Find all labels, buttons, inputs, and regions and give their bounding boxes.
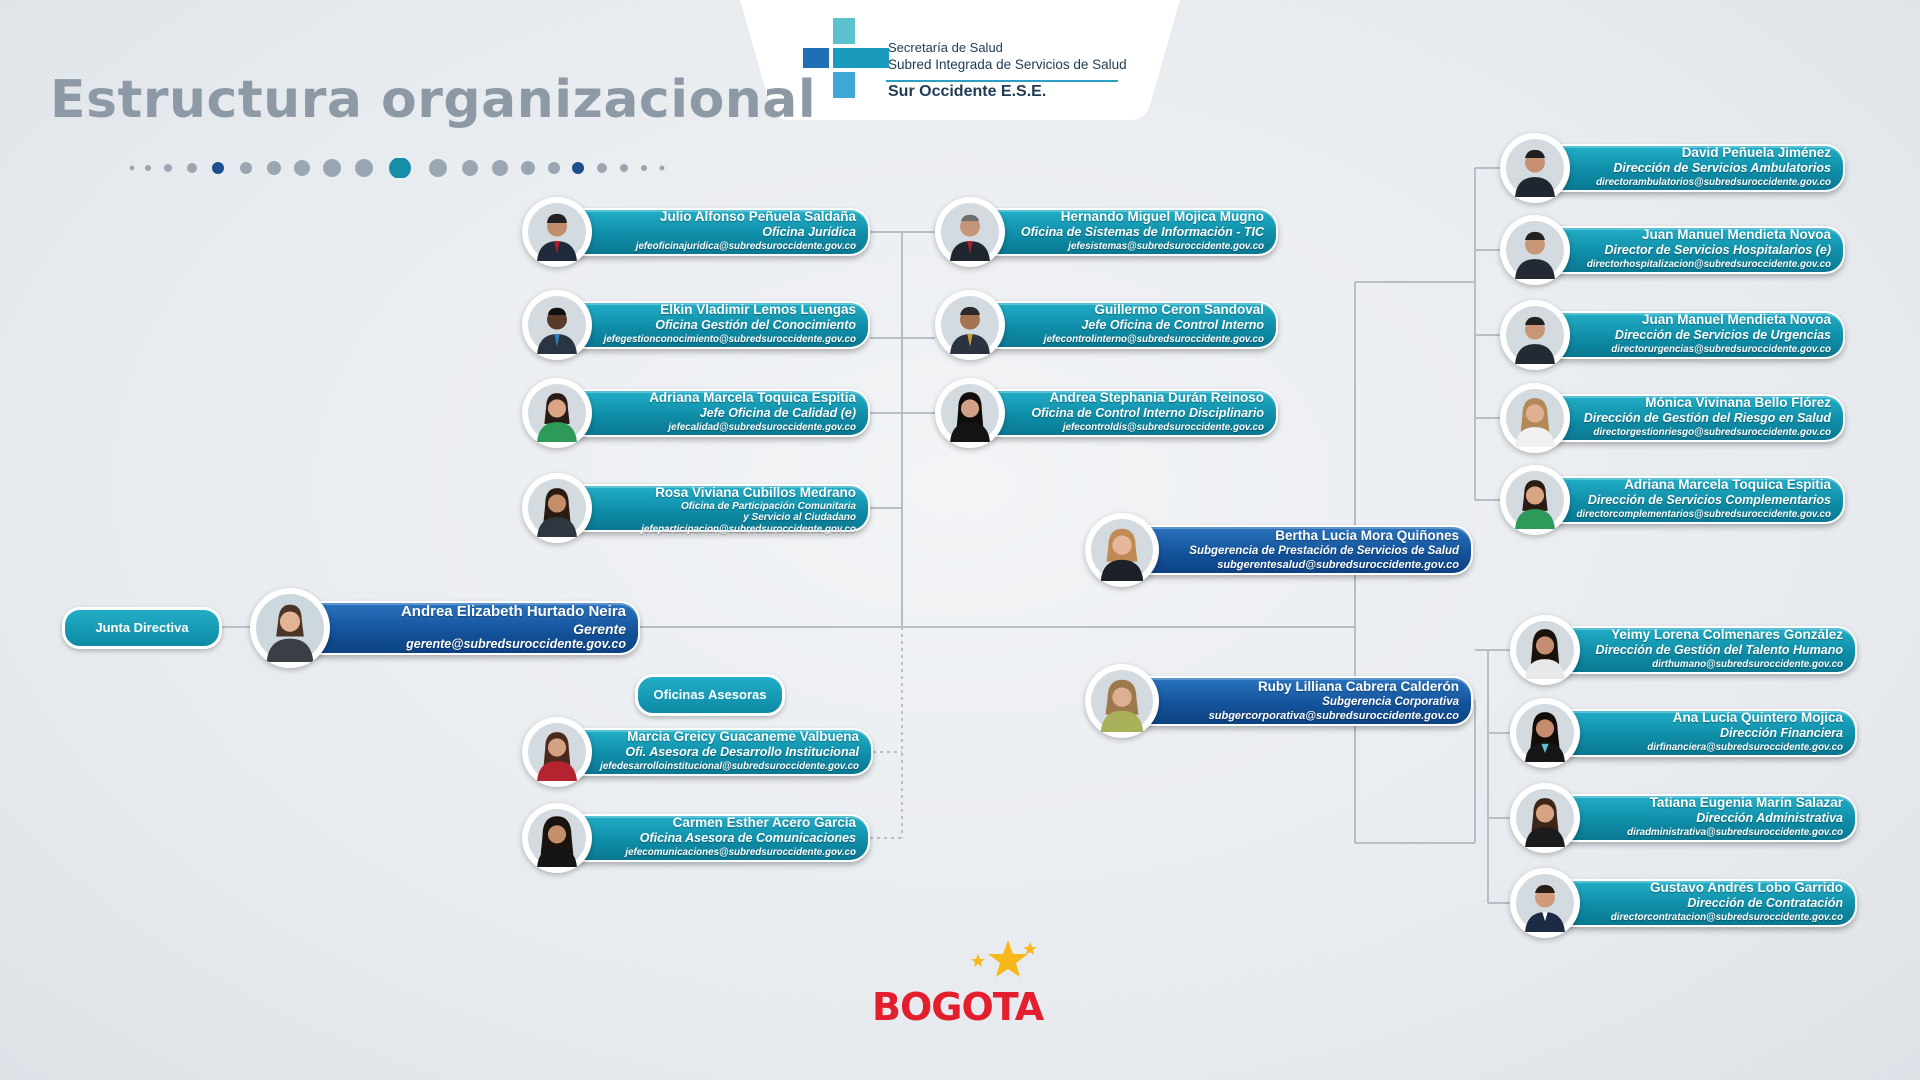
direction-card-hospitalarios[interactable]: [1500, 221, 1845, 279]
subgerencia-card-salud[interactable]: [1085, 520, 1473, 580]
person-role-line-2: y Servicio al Ciudadano: [743, 512, 856, 523]
person-email[interactable]: jefeparticipacion@subredsuroccidente.gov.co: [641, 524, 856, 535]
person-name: Juan Manuel Mendieta Novoa: [1641, 227, 1831, 242]
avatar: [1500, 133, 1570, 203]
person-role: Director de Servicios Hospitalarios (e): [1604, 243, 1831, 257]
person-email[interactable]: directorhospitalizacion@subredsuroccidente.gov.co: [1586, 259, 1831, 270]
logo-line-3: Sur Occidente E.S.E.: [888, 83, 1047, 100]
person-name: Julio Alfonso Peñuela Saldaña: [659, 209, 856, 224]
logo-line-2: Subred Integrada de Servicios de Salud: [888, 57, 1127, 72]
person-name: Ana Lucía Quintero Mojica: [1672, 710, 1843, 725]
person-role: Dirección Administrativa: [1696, 811, 1843, 825]
person-role: Dirección de Servicios de Urgencias: [1614, 328, 1831, 342]
person-email[interactable]: directorcomplementarios@subredsuroccidente.gov.co: [1576, 509, 1831, 520]
person-name: Adriana Marcela Toquica Espitia: [1624, 477, 1831, 492]
person-name: Mónica Vivinana Bello Flórez: [1645, 395, 1831, 410]
avatar: [1510, 615, 1580, 685]
direction-card-gestion-riesgo[interactable]: [1500, 389, 1845, 447]
person-email[interactable]: jefecomunicaciones@subredsuroccidente.gov.co: [625, 847, 856, 858]
person-name: Guillermo Ceron Sandoval: [1094, 302, 1264, 317]
office-card-juridica[interactable]: [522, 203, 870, 261]
person-role: Gerente: [573, 621, 626, 637]
avatar: [522, 290, 592, 360]
person-role: Oficina Gestión del Conocimiento: [655, 318, 856, 332]
person-name: Adriana Marcela Toquica Espitia: [649, 390, 856, 405]
person-name: Rosa Viviana Cubillos Medrano: [655, 485, 856, 500]
avatar: [1500, 465, 1570, 535]
avatar: [522, 378, 592, 448]
person-name: David Peñuela Jiménez: [1681, 145, 1831, 160]
logo-line-1: Secretaría de Salud: [888, 40, 1003, 55]
person-email[interactable]: jefesistemas@subredsuroccidente.gov.co: [1068, 241, 1264, 252]
person-role: Oficina de Sistemas de Información - TIC: [1020, 225, 1264, 239]
office-card-control-interno[interactable]: [935, 296, 1278, 354]
person-role: Oficina Jurídica: [762, 225, 856, 239]
person-email[interactable]: directorgestionriesgo@subredsuroccidente.gov.co: [1593, 427, 1831, 438]
avatar: [522, 473, 592, 543]
direction-card-ambulatorios[interactable]: [1500, 139, 1845, 197]
avatar: [522, 717, 592, 787]
junta-directiva-pill[interactable]: Junta Directiva: [62, 607, 222, 649]
avatar: [1085, 664, 1159, 738]
person-name: Gustavo Andrés Lobo Garrido: [1649, 880, 1843, 895]
oficinas-asesoras-pill[interactable]: Oficinas Asesoras: [635, 674, 785, 716]
person-name: Andrea Stephania Durán Reinoso: [1049, 390, 1264, 405]
direction-card-financiera[interactable]: [1510, 704, 1857, 762]
person-role: Oficina de Control Interno Disciplinario: [1031, 406, 1264, 420]
person-name: Andrea Elizabeth Hurtado Neira: [400, 603, 626, 620]
avatar: [935, 378, 1005, 448]
avatar: [522, 197, 592, 267]
person-role: Subgerencia de Prestación de Servicios de Salud: [1189, 545, 1459, 557]
advisory-card-comunicaciones[interactable]: [522, 809, 870, 867]
person-role: Dirección de Gestión del Riesgo en Salud: [1583, 411, 1831, 425]
avatar: [1500, 383, 1570, 453]
person-role: Dirección de Contratación: [1687, 896, 1843, 910]
person-name: Bertha Lucia Mora Quiñones: [1275, 528, 1459, 543]
person-role: Jefe Oficina de Control Interno: [1081, 318, 1264, 332]
office-card-calidad[interactable]: [522, 384, 870, 442]
person-email[interactable]: directorcontratacion@subredsuroccidente.gov.co: [1610, 912, 1843, 923]
person-name: Yeimy Lorena Colmenares González: [1611, 627, 1843, 642]
person-role: Dirección Financiera: [1720, 726, 1843, 740]
avatar: [935, 290, 1005, 360]
person-role: Oficina Asesora de Comunicaciones: [639, 831, 856, 845]
person-email[interactable]: jefegestionconocimiento@subredsuroccidente.gov.co: [603, 334, 856, 345]
person-role: Dirección de Gestión del Talento Humano: [1595, 643, 1843, 657]
office-card-participacion[interactable]: [522, 479, 870, 537]
office-card-gestion-conocimiento[interactable]: [522, 296, 870, 354]
person-email[interactable]: directorurgencias@subredsuroccidente.gov.co: [1611, 344, 1831, 355]
person-email[interactable]: subgercorporativa@subredsuroccidente.gov.co: [1208, 710, 1459, 722]
avatar: [1500, 215, 1570, 285]
person-name: Hernando Miguel Mojica Mugno: [1060, 209, 1264, 224]
avatar: [935, 197, 1005, 267]
avatar: [1510, 783, 1580, 853]
direction-card-administrativa[interactable]: [1510, 789, 1857, 847]
direction-card-contratacion[interactable]: [1510, 874, 1857, 932]
avatar: [522, 803, 592, 873]
person-role-line-1: Oficina de Participación Comunitaria: [680, 501, 856, 512]
person-email[interactable]: dirthumano@subredsuroccidente.gov.co: [1652, 659, 1843, 670]
person-email[interactable]: gerente@subredsuroccidente.gov.co: [406, 637, 626, 651]
person-name: Juan Manuel Mendieta Novoa: [1641, 312, 1831, 327]
direction-card-talento-humano[interactable]: [1510, 621, 1857, 679]
avatar: [1510, 868, 1580, 938]
avatar: [1510, 698, 1580, 768]
person-name: Tatiana Eugenia Marín Salazar: [1649, 795, 1843, 810]
person-email[interactable]: directorambulatorios@subredsuroccidente.gov.co: [1596, 177, 1831, 188]
person-email[interactable]: jefeoficinajuridica@subredsuroccidente.gov.co: [635, 241, 856, 252]
person-role: Jefe Oficina de Calidad (e): [699, 406, 856, 420]
page-title: Estructura organizacional: [50, 70, 817, 130]
person-email[interactable]: jefecalidad@subredsuroccidente.gov.co: [668, 422, 856, 433]
person-email[interactable]: jefedesarrolloinstitucional@subredsuroccidente.gov.co: [600, 761, 859, 772]
person-role: Subgerencia Corporativa: [1322, 696, 1459, 708]
office-card-sistemas[interactable]: [935, 203, 1278, 261]
person-email[interactable]: jefecontrolinterno@subredsuroccidente.gov.co: [1043, 334, 1264, 345]
direction-card-urgencias[interactable]: [1500, 306, 1845, 364]
person-name: Carmen Esther Acero García: [672, 815, 856, 830]
person-name: Elkin Vladimir Lemos Luengas: [660, 302, 856, 317]
direction-card-complementarios[interactable]: [1500, 471, 1845, 529]
person-role: Ofi. Asesora de Desarrollo Institucional: [625, 745, 859, 759]
advisory-card-desarrollo[interactable]: [522, 723, 873, 781]
avatar: [250, 588, 330, 668]
gerente-card[interactable]: [250, 596, 640, 660]
person-role: Dirección de Servicios Ambulatorios: [1613, 161, 1831, 175]
person-email[interactable]: subgerentesalud@subredsuroccidente.gov.co: [1217, 559, 1459, 571]
person-name: Ruby Lilliana Cabrera Calderón: [1257, 679, 1459, 694]
person-email[interactable]: dirfinanciera@subredsuroccidente.gov.co: [1647, 742, 1843, 753]
avatar: [1085, 513, 1159, 587]
person-name: Marcia Greicy Guacaneme Valbuena: [627, 729, 859, 744]
bogota-logo: BOGOTA: [872, 985, 1044, 1029]
subgerencia-card-corporativa[interactable]: [1085, 671, 1473, 731]
person-role: Dirección de Servicios Complementarios: [1587, 493, 1831, 507]
office-card-control-disciplinario[interactable]: [935, 384, 1278, 442]
avatar: [1500, 300, 1570, 370]
person-email[interactable]: jefecontroldis@subredsuroccidente.gov.co: [1062, 422, 1264, 433]
person-email[interactable]: diradministrativa@subredsuroccidente.gov.co: [1627, 827, 1843, 838]
